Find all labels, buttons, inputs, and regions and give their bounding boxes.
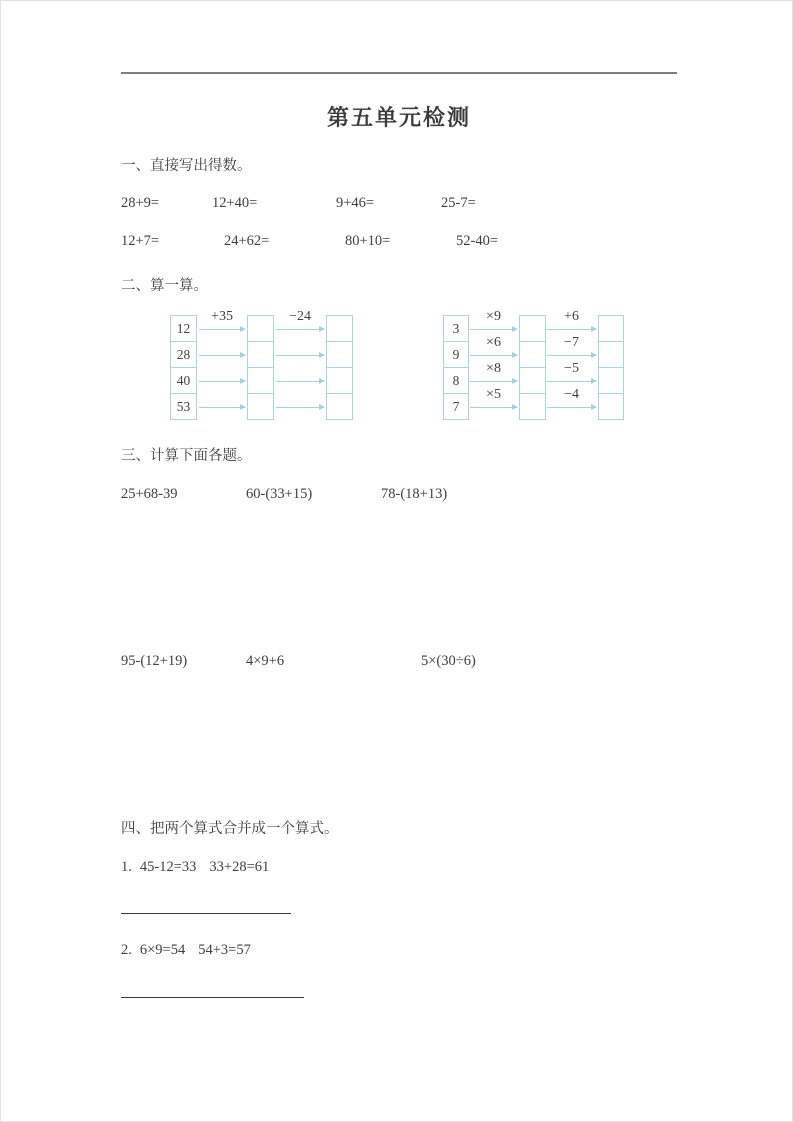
value-box: 12: [170, 315, 197, 342]
math-expression: 80+10=: [345, 233, 391, 249]
answer-box: [519, 393, 546, 420]
merge-item-1: [121, 859, 269, 876]
answer-box: [247, 393, 274, 420]
arrow-right-icon: [470, 381, 517, 382]
arrow-right-icon: [470, 329, 517, 330]
section1-heading: 一、直接写出得数。: [121, 158, 252, 174]
arrow-right-icon: [547, 329, 596, 330]
answer-box: [598, 315, 624, 342]
math-expression: 4×9+6: [246, 653, 285, 669]
math-expression: 33+28=61: [209, 859, 270, 875]
math-expression: 5×(30÷6): [421, 653, 476, 669]
math-expression: 45-12=33: [139, 859, 197, 875]
answer-box: [519, 341, 546, 368]
arrow-right-icon: [276, 329, 324, 330]
item-number: 1.: [121, 859, 132, 875]
answer-box: [326, 393, 353, 420]
answer-box: [247, 341, 274, 368]
page-title: 第五单元检测: [326, 105, 471, 130]
answer-line: [121, 913, 291, 914]
arrow-right-icon: [199, 381, 245, 382]
arrow-right-icon: [547, 407, 596, 408]
answer-box: [598, 367, 624, 394]
math-expression: 6×9=54: [139, 942, 186, 958]
operation-label: −24: [289, 309, 311, 324]
value-box: 7: [443, 393, 469, 420]
answer-box: [519, 367, 546, 394]
answer-line: [121, 997, 304, 998]
math-expression: 52-40=: [456, 233, 499, 249]
operation-label: −5: [564, 361, 579, 376]
answer-box: [326, 367, 353, 394]
arrow-right-icon: [276, 407, 324, 408]
arrow-right-icon: [199, 407, 245, 408]
section3-heading: 三、计算下面各题。: [121, 448, 252, 464]
math-expression: 25+68-39: [121, 486, 178, 502]
answer-box: [598, 341, 624, 368]
answer-box: [598, 393, 624, 420]
answer-box: [326, 341, 353, 368]
arrow-right-icon: [547, 355, 596, 356]
arrow-right-icon: [547, 381, 596, 382]
value-box: 9: [443, 341, 469, 368]
operation-label: ×8: [486, 361, 501, 376]
math-expression: 9+46=: [336, 195, 375, 211]
arrow-right-icon: [199, 329, 245, 330]
math-expression: 24+62=: [224, 233, 270, 249]
top-divider: [121, 72, 677, 74]
math-expression: 28+9=: [121, 195, 160, 211]
math-expression: 12+40=: [212, 195, 258, 211]
value-box: 53: [170, 393, 197, 420]
operation-label: ×6: [486, 335, 501, 350]
math-expression: 78-(18+13): [381, 486, 448, 502]
operation-label: −4: [564, 387, 579, 402]
operation-label: ×9: [486, 309, 501, 324]
section4-heading: 四、把两个算式合并成一个算式。: [121, 821, 339, 837]
section2-heading: 二、算一算。: [121, 278, 208, 294]
value-box: 40: [170, 367, 197, 394]
arrow-right-icon: [470, 355, 517, 356]
value-box: 28: [170, 341, 197, 368]
value-box: 8: [443, 367, 469, 394]
value-box: 3: [443, 315, 469, 342]
operation-label: −7: [564, 335, 579, 350]
answer-box: [519, 315, 546, 342]
item-number: 2.: [121, 942, 132, 958]
arrow-right-icon: [276, 381, 324, 382]
answer-box: [326, 315, 353, 342]
answer-box: [247, 315, 274, 342]
math-expression: 60-(33+15): [246, 486, 313, 502]
operation-label: ×5: [486, 387, 501, 402]
arrow-right-icon: [276, 355, 324, 356]
merge-item-2: [121, 942, 251, 959]
operation-label: +6: [564, 309, 579, 324]
answer-box: [247, 367, 274, 394]
math-expression: 54+3=57: [198, 942, 251, 958]
math-expression: 25-7=: [441, 195, 476, 211]
math-expression: 12+7=: [121, 233, 160, 249]
math-expression: 95-(12+19): [121, 653, 188, 669]
arrow-right-icon: [470, 407, 517, 408]
arrow-right-icon: [199, 355, 245, 356]
operation-label: +35: [211, 309, 233, 324]
